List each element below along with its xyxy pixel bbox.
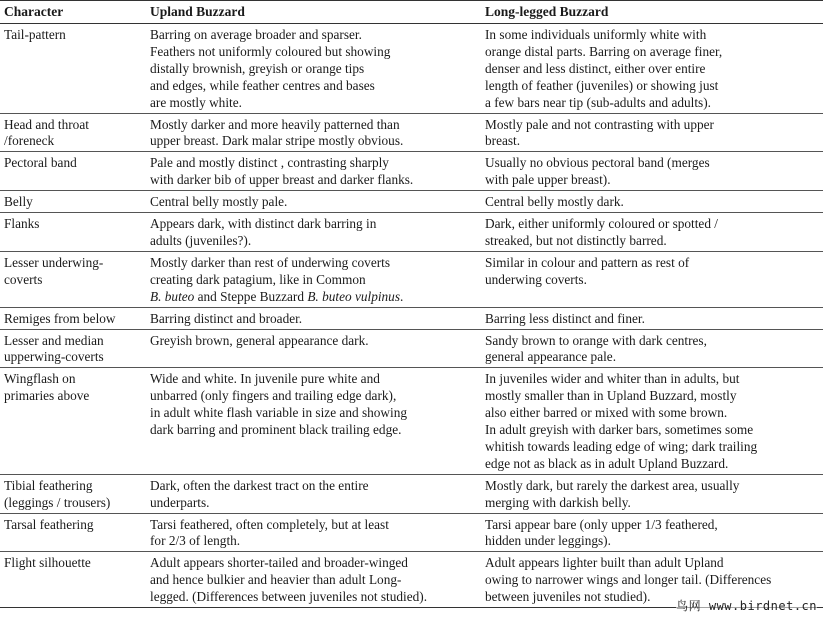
long-legged-buzzard-cell xyxy=(481,213,823,252)
cell-text-line: In some individuals uniformly white with xyxy=(485,27,707,42)
row-tarsal-feathering xyxy=(0,513,823,552)
long-legged-buzzard-cell xyxy=(481,113,823,152)
species-name: B. buteo vulpinus xyxy=(307,288,401,304)
cell-text-line: /foreneck xyxy=(4,133,55,149)
cell-text-line: between juveniles not studied). xyxy=(485,589,651,605)
upland-buzzard-cell xyxy=(146,152,481,191)
row-lesser-underwing-coverts xyxy=(0,251,823,307)
cell-text-line: unbarred (only fingers and trailing edge dark), xyxy=(150,388,397,404)
header-long-legged-buzzard: Long-legged Buzzard xyxy=(481,1,823,24)
cell-text-line: Lesser underwing- xyxy=(4,254,104,270)
row-pectoral-band xyxy=(0,152,823,191)
cell-text-line: Mostly darker and more heavily patterned than xyxy=(150,116,400,132)
header-upland-buzzard: Upland Buzzard xyxy=(146,1,481,24)
character-cell xyxy=(0,552,146,608)
species-name: B. buteo xyxy=(150,288,195,304)
cell-text-line: Feathers not uniformly coloured but showing xyxy=(150,43,391,59)
cell-text-line: primaries above xyxy=(4,388,90,404)
cell-text-line: owing to narrower wings and longer tail. (Differences xyxy=(485,572,772,588)
upland-buzzard-cell xyxy=(146,307,481,329)
character-cell xyxy=(0,329,146,368)
long-legged-buzzard-cell xyxy=(481,368,823,474)
cell-text-line: In juveniles wider and whiter than in adults, but xyxy=(485,371,740,387)
long-legged-buzzard-cell xyxy=(481,307,823,329)
row-head-throat xyxy=(0,113,823,152)
cell-text-line: coverts xyxy=(4,271,43,287)
cell-text-line: a few bars near tip (sub-adults and adults). xyxy=(485,94,711,110)
cell-text-line: Adult appears shorter-tailed and broader-winged xyxy=(150,555,408,571)
character-cell xyxy=(0,24,146,114)
cell-text-line: (leggings / trousers) xyxy=(4,494,111,510)
upland-buzzard-cell xyxy=(146,329,481,368)
long-legged-buzzard-cell xyxy=(481,152,823,191)
cell-text-line: general appearance pale. xyxy=(485,349,617,365)
character-cell xyxy=(0,213,146,252)
character-cell xyxy=(0,474,146,513)
cell-text-line: Flight silhouette xyxy=(4,555,91,571)
cell-text-line: Wingflash on xyxy=(4,371,76,387)
cell-text-line: for 2/3 of length. xyxy=(150,533,241,549)
cell-text-line: legged. (Differences between juveniles not studied). xyxy=(150,589,428,605)
long-legged-buzzard-cell xyxy=(481,191,823,213)
long-legged-buzzard-cell xyxy=(481,24,823,114)
cell-text-line: with darker bib of upper breast and darker flanks. xyxy=(150,172,414,188)
row-flanks xyxy=(0,213,823,252)
long-legged-buzzard-cell xyxy=(481,251,823,307)
row-remiges xyxy=(0,307,823,329)
cell-text-line: underparts. xyxy=(150,494,210,510)
cell-text-line: denser and less distinct, either over entire xyxy=(485,60,706,76)
cell-text-line: also either barred or mixed with some brown. xyxy=(485,405,728,421)
cell-text-line: Mostly dark, but rarely the darkest area, usually xyxy=(485,477,740,493)
long-legged-buzzard-cell xyxy=(481,513,823,552)
character-cell xyxy=(0,513,146,552)
cell-text-line: edge not as black as in adult Upland Buzzard. xyxy=(485,455,729,471)
cell-text-line: streaked, but not distinctly barred. xyxy=(485,232,667,248)
cell-text-line: Pale and mostly distinct , contrasting sharply xyxy=(150,155,389,171)
cell-text-line: Remiges from below xyxy=(4,310,116,326)
upland-buzzard-cell xyxy=(146,113,481,152)
cell-text-line: Dark, either uniformly coloured or spotted / xyxy=(485,216,719,232)
cell-text-line: are mostly white. xyxy=(150,94,242,110)
long-legged-buzzard-cell xyxy=(481,474,823,513)
cell-text-line: Sandy brown to orange with dark centres, xyxy=(485,332,707,348)
character-cell xyxy=(0,152,146,191)
cell-text-line: Adult appears lighter built than adult Upland xyxy=(485,555,724,571)
row-tail-pattern xyxy=(0,24,823,114)
upland-buzzard-cell xyxy=(146,191,481,213)
row-tibial-feathering xyxy=(0,474,823,513)
cell-text-line: distally brownish, greyish or orange tips xyxy=(150,60,365,76)
cell-text-line: Barring distinct and broader. xyxy=(150,310,303,326)
upland-buzzard-cell xyxy=(146,24,481,114)
header-row xyxy=(0,1,823,24)
cell-text-line: and hence bulkier and heavier than adult Long- xyxy=(150,572,402,588)
cell-text-line: creating dark patagium, like in Common xyxy=(150,271,366,287)
upland-buzzard-cell xyxy=(146,513,481,552)
cell-text-line: upperwing-coverts xyxy=(4,349,104,365)
character-cell xyxy=(0,307,146,329)
cell-text-line: Tarsi appear bare (only upper 1/3 feathered, xyxy=(485,516,718,532)
cell-text-line: Barring less distinct and finer. xyxy=(485,310,645,326)
cell-text-line: Dark, often the darkest tract on the entire xyxy=(150,477,369,493)
cell-text-line: Greyish brown, general appearance dark. xyxy=(150,332,369,348)
cell-text-line: Belly xyxy=(4,194,33,210)
cell-text-line: length of feather (juveniles) or showing just xyxy=(485,77,719,93)
cell-text-line: Tail-pattern xyxy=(4,27,66,42)
cell-text-line: Central belly mostly dark. xyxy=(485,194,624,210)
cell-text-line: Pectoral band xyxy=(4,155,77,171)
cell-text-line: Similar in colour and pattern as rest of xyxy=(485,254,690,270)
cell-text-line: merging with darkish belly. xyxy=(485,494,631,510)
cell-text-line xyxy=(150,289,479,306)
row-upperwing-coverts xyxy=(0,329,823,368)
cell-text-line: orange distal parts. Barring on average finer, xyxy=(485,43,723,59)
cell-text-line: whitish towards leading edge of wing; dark trailing xyxy=(485,438,758,454)
cell-text-line: Usually no obvious pectoral band (merges xyxy=(485,155,710,171)
cell-text-line: Wide and white. In juvenile pure white and xyxy=(150,371,380,387)
row-belly xyxy=(0,191,823,213)
character-cell xyxy=(0,191,146,213)
cell-text-line: and edges, while feather centres and bases xyxy=(150,77,375,93)
cell-text-line: Central belly mostly pale. xyxy=(150,194,288,210)
cell-text-line: Mostly darker than rest of underwing coverts xyxy=(150,254,391,270)
header-character: Character xyxy=(0,1,146,24)
cell-text-line: in adult white flash variable in size and showing xyxy=(150,405,408,421)
watermark: 鸟网 www.birdnet.cn xyxy=(676,599,817,613)
cell-text-line: Lesser and median xyxy=(4,332,104,348)
table-body xyxy=(0,24,823,608)
row-wingflash xyxy=(0,368,823,474)
cell-text-line: mostly smaller than in Upland Buzzard, mostly xyxy=(485,388,737,404)
upland-buzzard-cell xyxy=(146,474,481,513)
cell-text-line: Tibial feathering xyxy=(4,477,93,493)
cell-text-line: breast. xyxy=(485,133,521,149)
cell-text-line: hidden under leggings). xyxy=(485,533,611,549)
upland-buzzard-cell xyxy=(146,552,481,608)
cell-text-line: with pale upper breast). xyxy=(485,172,611,188)
cell-text-line: Head and throat xyxy=(4,116,89,132)
upland-buzzard-cell xyxy=(146,251,481,307)
cell-text-line: Tarsal feathering xyxy=(4,516,94,532)
text-fragment: and Steppe Buzzard xyxy=(194,288,308,304)
cell-text-line: upper breast. Dark malar stripe mostly obvious. xyxy=(150,133,404,149)
upland-buzzard-cell xyxy=(146,368,481,474)
long-legged-buzzard-cell xyxy=(481,329,823,368)
character-cell xyxy=(0,368,146,474)
cell-text-line: Barring on average broader and sparser. xyxy=(150,27,362,42)
cell-text-line: Mostly pale and not contrasting with upper xyxy=(485,116,714,132)
cell-text-line: Tarsi feathered, often completely, but at least xyxy=(150,516,389,532)
character-cell xyxy=(0,113,146,152)
character-cell xyxy=(0,251,146,307)
text-fragment: . xyxy=(400,288,404,304)
cell-text-line: Appears dark, with distinct dark barring in xyxy=(150,216,377,232)
cell-text-line: underwing coverts. xyxy=(485,271,587,287)
cell-text-line: Flanks xyxy=(4,216,40,232)
upland-buzzard-cell xyxy=(146,213,481,252)
cell-text-line: adults (juveniles?). xyxy=(150,232,252,248)
cell-text-line: dark barring and prominent black trailing edge. xyxy=(150,422,402,438)
cell-text-line: In adult greyish with darker bars, sometimes some xyxy=(485,422,754,438)
